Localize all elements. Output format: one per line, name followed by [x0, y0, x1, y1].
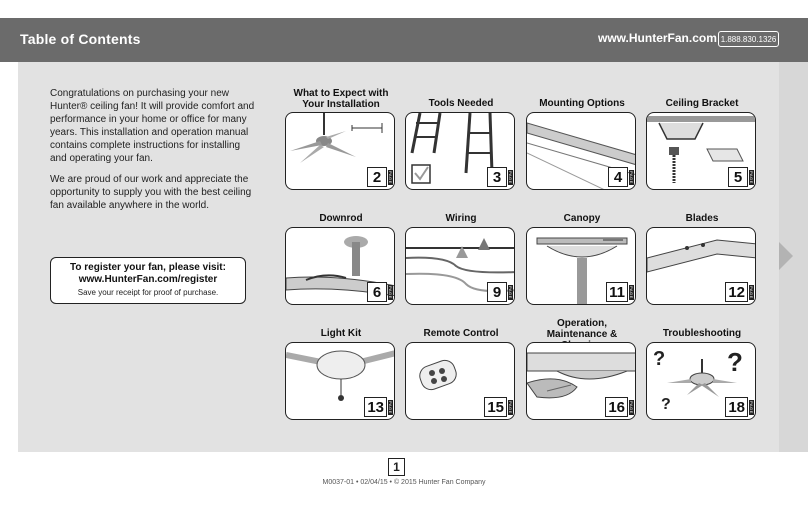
section-thumbnail[interactable] [405, 112, 515, 190]
page-label: PAGE [388, 171, 393, 184]
svg-text:?: ? [661, 396, 671, 413]
register-heading: To register your fan, please visit: [70, 262, 226, 273]
section-thumbnail[interactable] [285, 112, 395, 190]
section-title: Operation, Maintenance & [546, 318, 618, 340]
page-label: PAGE [629, 401, 634, 414]
svg-text:?: ? [653, 348, 666, 370]
section-thumbnail[interactable] [285, 342, 395, 420]
page-number-badge: 3 [487, 167, 507, 187]
page-number-badge: 4 [608, 167, 628, 187]
page-number-badge: 9 [487, 282, 507, 302]
section-thumbnail[interactable] [526, 342, 636, 420]
page-label: PAGE [508, 171, 513, 184]
section-title: Remote Control [423, 328, 499, 339]
page-label: PAGE [508, 286, 513, 299]
page-number-badge: 15 [484, 397, 507, 417]
page-number-badge: 5 [728, 167, 748, 187]
phone-number: 1.888.830.1326 [718, 31, 779, 47]
section-thumbnail[interactable] [526, 112, 636, 190]
intro-paragraph-1: Congratulations on purchasing your new Hunter® ceiling fan! It will provide comfort and performance in your home or office for many years. This installation and operation manual contains complete instructions for installing and operating your fan. [50, 88, 255, 164]
section-thumbnail[interactable] [285, 227, 395, 305]
page-edge-tab [779, 62, 808, 452]
page-label: PAGE [388, 286, 393, 299]
page-number-badge: 6 [367, 282, 387, 302]
page-number-badge: 12 [725, 282, 748, 302]
section-thumbnail[interactable] [405, 342, 515, 420]
header-bar [0, 18, 808, 62]
page-number: 1 [388, 458, 405, 476]
section-thumbnail[interactable] [646, 342, 756, 420]
section-thumbnail[interactable] [646, 112, 756, 190]
section-title: Light Kit [320, 328, 362, 339]
section-title: Troubleshooting [662, 328, 742, 339]
section-title: Downrod [319, 213, 363, 224]
section-title: Blades [685, 213, 719, 224]
page-number-badge: 18 [725, 397, 748, 417]
section-title: Mounting Options [539, 98, 625, 109]
page-number-badge: 13 [364, 397, 387, 417]
website-link[interactable]: www.HunterFan.com [598, 31, 717, 45]
svg-text:?: ? [727, 347, 743, 377]
register-box [50, 257, 246, 304]
section-title: Ceiling Bracket [665, 98, 739, 109]
section-title: Tools Needed [428, 98, 494, 109]
page-number-badge: 11 [606, 282, 628, 302]
page-label: PAGE [629, 171, 634, 184]
section-title: Canopy [563, 213, 601, 224]
register-note: Save your receipt for proof of purchase. [77, 288, 219, 297]
intro-paragraph-2: We are proud of our work and appreciate the opportunity to supply you with the best ceiling fan available anywhere in the world. [50, 174, 252, 211]
register-link[interactable]: www.HunterFan.com/register [78, 274, 218, 285]
page-title: Table of Contents [20, 31, 141, 47]
page-label: PAGE [749, 171, 754, 184]
section-title: Wiring [445, 213, 477, 224]
page-label: PAGE [629, 286, 634, 299]
section-thumbnail[interactable] [526, 227, 636, 305]
section-thumbnail[interactable] [646, 227, 756, 305]
intro-text [50, 87, 255, 220]
footer-text: M0037-01 • 02/04/15 • © 2015 Hunter Fan Company [322, 479, 486, 486]
section-thumbnail[interactable] [405, 227, 515, 305]
page-label: PAGE [388, 401, 393, 414]
page-number-badge: 2 [367, 167, 387, 187]
page-label: PAGE [508, 401, 513, 414]
page-number-badge: 16 [605, 397, 628, 417]
section-title: What to Expect with Your Installation [293, 88, 389, 110]
page-label: PAGE [749, 286, 754, 299]
page-label: PAGE [749, 401, 754, 414]
